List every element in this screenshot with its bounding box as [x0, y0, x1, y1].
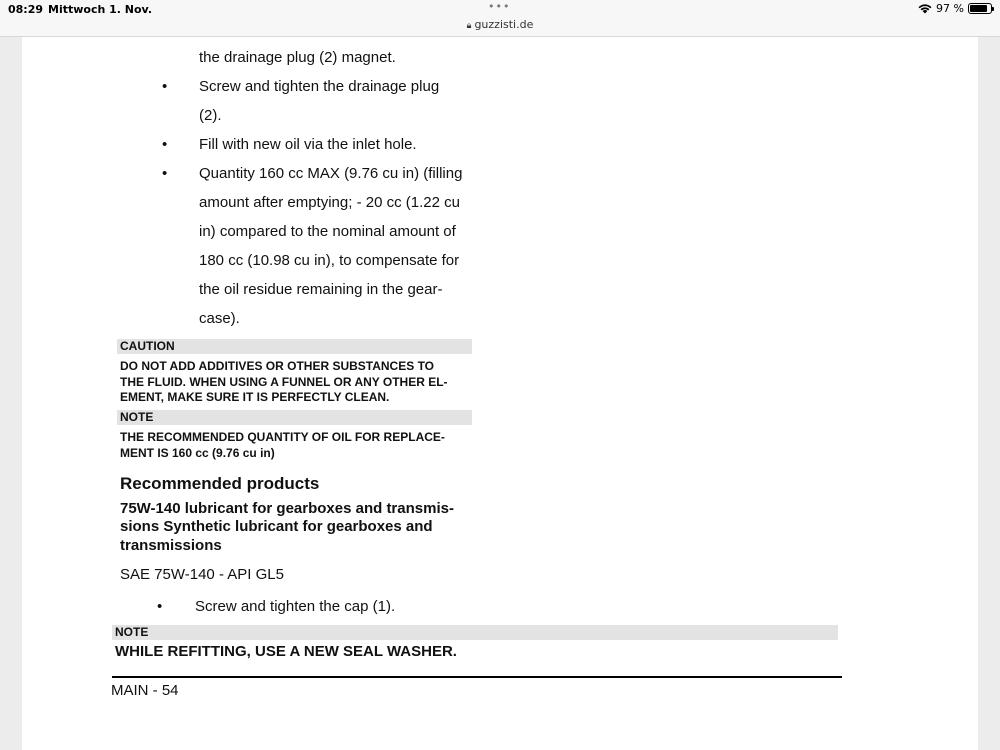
bullet-line: 180 cc (10.98 cu in), to compensate for [199, 252, 460, 269]
footer-rule [112, 676, 842, 678]
bullet-icon: • [162, 165, 168, 182]
battery-fill [970, 5, 987, 12]
bullet-line: (2). [199, 107, 222, 124]
bullet-line: amount after emptying; - 20 cc (1.22 cu [199, 194, 460, 211]
bullet-line: Screw and tighten the drainage plug [199, 78, 440, 95]
date: Mittwoch 1. Nov. [48, 3, 153, 16]
battery-percent: 97 % [936, 2, 964, 15]
more-dots-icon[interactable]: ••• [488, 0, 511, 13]
note-text: WHILE REFITTING, USE A NEW SEAL WASHER. [115, 643, 457, 660]
partial-top-line: the drainage plug (2) magnet. [199, 49, 396, 66]
battery-icon [968, 3, 992, 14]
caution-line: EMENT, MAKE SURE IT IS PERFECTLY CLEAN. [120, 390, 390, 404]
note-line: MENT IS 160 cc (9.76 cu in) [120, 446, 275, 460]
caution-label: CAUTION [117, 339, 472, 354]
bullet-line: in) compared to the nominal amount of [199, 223, 456, 240]
page-number: MAIN - 54 [111, 682, 179, 699]
bullet-line: case). [199, 310, 240, 327]
bullet-line: Quantity 160 cc MAX (9.76 cu in) (filling [199, 165, 463, 182]
product-line: 75W-140 lubricant for gearboxes and transmis- [120, 500, 454, 517]
document-page [22, 37, 978, 750]
address-bar[interactable] [0, 18, 1000, 31]
caution-line: THE FLUID. WHEN USING A FUNNEL OR ANY OTHER EL- [120, 375, 448, 389]
url-text: guzzisti.de [474, 18, 534, 31]
note-label: NOTE [117, 410, 472, 425]
bullet-icon: • [157, 598, 163, 615]
bullet-cap-text: Screw and tighten the cap (1). [195, 598, 396, 615]
spec-text: SAE 75W-140 - API GL5 [120, 566, 284, 583]
note-label: NOTE [112, 625, 838, 640]
bullet-line: Fill with new oil via the inlet hole. [199, 136, 417, 153]
status-indicators [918, 2, 992, 15]
lock-icon: 🔒︎ [466, 21, 472, 31]
wifi-icon [918, 4, 932, 14]
product-line: sions Synthetic lubricant for gearboxes and [120, 518, 433, 535]
status-bar [0, 0, 1000, 37]
bullet-line: the oil residue remaining in the gear- [199, 281, 443, 298]
caution-line: DO NOT ADD ADDITIVES OR OTHER SUBSTANCES TO [120, 359, 435, 373]
product-line: transmissions [120, 537, 222, 554]
bullet-icon: • [162, 78, 168, 95]
bullet-icon: • [162, 136, 168, 153]
note-line: THE RECOMMENDED QUANTITY OF OIL FOR REPLACE- [120, 430, 445, 444]
recommended-title: Recommended products [120, 474, 320, 493]
clock: 08:29 [8, 3, 44, 16]
